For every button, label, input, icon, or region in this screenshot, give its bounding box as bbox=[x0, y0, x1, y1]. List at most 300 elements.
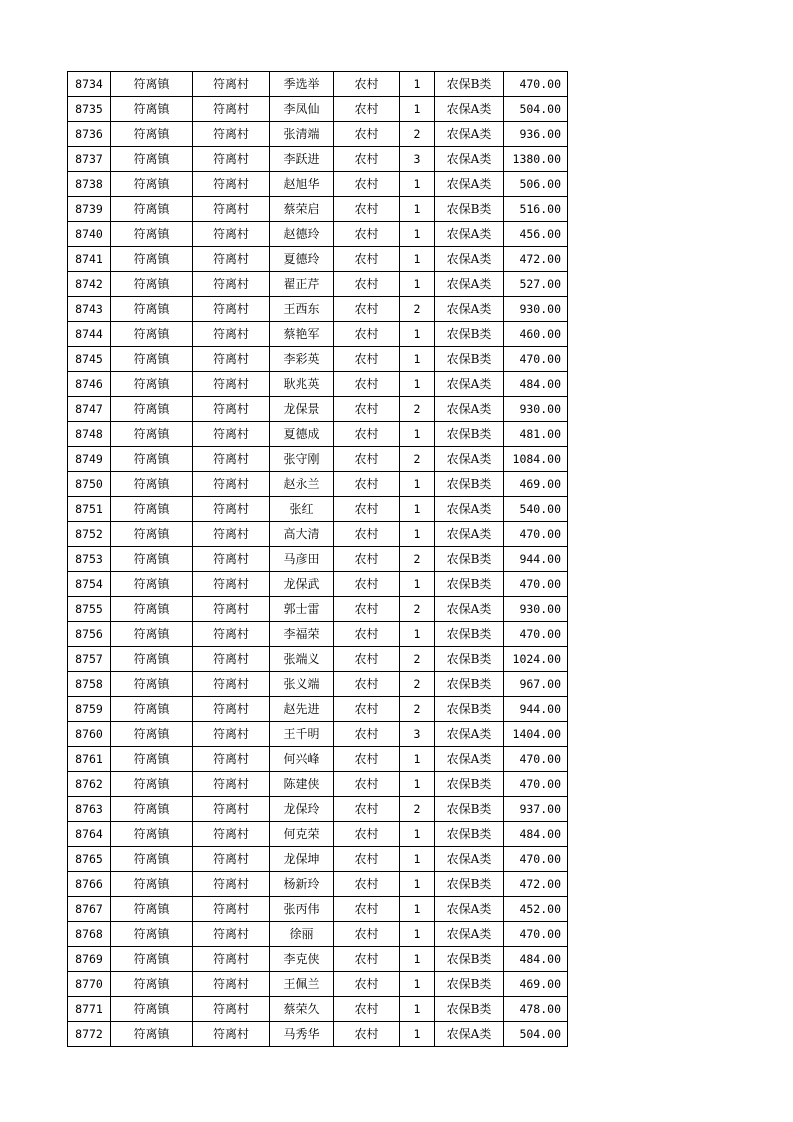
cell-name: 李跃进 bbox=[270, 147, 334, 172]
cell-amount: 1404.00 bbox=[504, 722, 568, 747]
table-row bbox=[68, 672, 568, 697]
cell-count: 3 bbox=[400, 147, 435, 172]
cell-amount: 481.00 bbox=[504, 422, 568, 447]
cell-village: 符离村 bbox=[193, 697, 270, 722]
cell-count: 2 bbox=[400, 797, 435, 822]
cell-amount: 516.00 bbox=[504, 197, 568, 222]
cell-name: 耿兆英 bbox=[270, 372, 334, 397]
table-row bbox=[68, 797, 568, 822]
cell-serial: 8749 bbox=[68, 447, 111, 472]
cell-name: 张红 bbox=[270, 497, 334, 522]
cell-town: 符离镇 bbox=[111, 697, 193, 722]
cell-area: 农村 bbox=[334, 597, 400, 622]
cell-amount: 930.00 bbox=[504, 297, 568, 322]
cell-category: 农保A类 bbox=[435, 1022, 504, 1047]
cell-town: 符离镇 bbox=[111, 347, 193, 372]
cell-amount: 469.00 bbox=[504, 472, 568, 497]
cell-area: 农村 bbox=[334, 422, 400, 447]
cell-village: 符离村 bbox=[193, 897, 270, 922]
cell-area: 农村 bbox=[334, 722, 400, 747]
cell-village: 符离村 bbox=[193, 172, 270, 197]
cell-name: 赵先进 bbox=[270, 697, 334, 722]
cell-amount: 470.00 bbox=[504, 847, 568, 872]
cell-amount: 470.00 bbox=[504, 747, 568, 772]
cell-serial: 8736 bbox=[68, 122, 111, 147]
cell-category: 农保B类 bbox=[435, 647, 504, 672]
cell-town: 符离镇 bbox=[111, 997, 193, 1022]
cell-category: 农保A类 bbox=[435, 372, 504, 397]
table-row bbox=[68, 347, 568, 372]
cell-area: 农村 bbox=[334, 297, 400, 322]
cell-village: 符离村 bbox=[193, 222, 270, 247]
cell-count: 1 bbox=[400, 472, 435, 497]
cell-serial: 8745 bbox=[68, 347, 111, 372]
cell-count: 1 bbox=[400, 347, 435, 372]
cell-serial: 8754 bbox=[68, 572, 111, 597]
cell-town: 符离镇 bbox=[111, 322, 193, 347]
cell-name: 张守刚 bbox=[270, 447, 334, 472]
cell-name: 张清端 bbox=[270, 122, 334, 147]
cell-count: 1 bbox=[400, 872, 435, 897]
cell-serial: 8770 bbox=[68, 972, 111, 997]
table-row bbox=[68, 747, 568, 772]
cell-amount: 472.00 bbox=[504, 247, 568, 272]
cell-serial: 8750 bbox=[68, 472, 111, 497]
cell-serial: 8755 bbox=[68, 597, 111, 622]
cell-town: 符离镇 bbox=[111, 572, 193, 597]
cell-name: 陈建侠 bbox=[270, 772, 334, 797]
cell-name: 何兴峰 bbox=[270, 747, 334, 772]
cell-category: 农保B类 bbox=[435, 672, 504, 697]
table-row bbox=[68, 822, 568, 847]
cell-category: 农保B类 bbox=[435, 997, 504, 1022]
cell-amount: 1380.00 bbox=[504, 147, 568, 172]
cell-village: 符离村 bbox=[193, 547, 270, 572]
cell-amount: 936.00 bbox=[504, 122, 568, 147]
cell-area: 农村 bbox=[334, 272, 400, 297]
cell-category: 农保A类 bbox=[435, 747, 504, 772]
cell-amount: 506.00 bbox=[504, 172, 568, 197]
cell-amount: 452.00 bbox=[504, 897, 568, 922]
cell-serial: 8761 bbox=[68, 747, 111, 772]
cell-village: 符离村 bbox=[193, 622, 270, 647]
cell-town: 符离镇 bbox=[111, 272, 193, 297]
cell-village: 符离村 bbox=[193, 647, 270, 672]
cell-count: 2 bbox=[400, 447, 435, 472]
table-row bbox=[68, 447, 568, 472]
cell-serial: 8738 bbox=[68, 172, 111, 197]
table-row bbox=[68, 97, 568, 122]
cell-town: 符离镇 bbox=[111, 972, 193, 997]
cell-category: 农保A类 bbox=[435, 147, 504, 172]
cell-serial: 8747 bbox=[68, 397, 111, 422]
cell-village: 符离村 bbox=[193, 422, 270, 447]
cell-village: 符离村 bbox=[193, 397, 270, 422]
cell-name: 马彦田 bbox=[270, 547, 334, 572]
cell-village: 符离村 bbox=[193, 72, 270, 97]
cell-amount: 478.00 bbox=[504, 997, 568, 1022]
cell-count: 3 bbox=[400, 722, 435, 747]
cell-area: 农村 bbox=[334, 847, 400, 872]
cell-amount: 460.00 bbox=[504, 322, 568, 347]
cell-category: 农保A类 bbox=[435, 222, 504, 247]
cell-area: 农村 bbox=[334, 397, 400, 422]
cell-count: 2 bbox=[400, 647, 435, 672]
cell-town: 符离镇 bbox=[111, 747, 193, 772]
cell-category: 农保A类 bbox=[435, 597, 504, 622]
cell-area: 农村 bbox=[334, 347, 400, 372]
cell-count: 2 bbox=[400, 297, 435, 322]
cell-name: 赵永兰 bbox=[270, 472, 334, 497]
table-row bbox=[68, 472, 568, 497]
cell-town: 符离镇 bbox=[111, 497, 193, 522]
cell-category: 农保A类 bbox=[435, 447, 504, 472]
cell-town: 符离镇 bbox=[111, 247, 193, 272]
cell-count: 1 bbox=[400, 72, 435, 97]
cell-count: 2 bbox=[400, 597, 435, 622]
cell-name: 龙保坤 bbox=[270, 847, 334, 872]
cell-area: 农村 bbox=[334, 797, 400, 822]
cell-amount: 470.00 bbox=[504, 572, 568, 597]
cell-category: 农保B类 bbox=[435, 422, 504, 447]
cell-count: 1 bbox=[400, 222, 435, 247]
cell-area: 农村 bbox=[334, 372, 400, 397]
cell-village: 符离村 bbox=[193, 447, 270, 472]
cell-amount: 456.00 bbox=[504, 222, 568, 247]
cell-village: 符离村 bbox=[193, 372, 270, 397]
cell-town: 符离镇 bbox=[111, 1022, 193, 1047]
cell-name: 李彩英 bbox=[270, 347, 334, 372]
cell-village: 符离村 bbox=[193, 797, 270, 822]
cell-count: 2 bbox=[400, 697, 435, 722]
cell-town: 符离镇 bbox=[111, 922, 193, 947]
cell-area: 农村 bbox=[334, 172, 400, 197]
cell-area: 农村 bbox=[334, 247, 400, 272]
cell-town: 符离镇 bbox=[111, 172, 193, 197]
cell-town: 符离镇 bbox=[111, 147, 193, 172]
cell-name: 夏德玲 bbox=[270, 247, 334, 272]
cell-count: 1 bbox=[400, 972, 435, 997]
cell-category: 农保B类 bbox=[435, 347, 504, 372]
cell-serial: 8764 bbox=[68, 822, 111, 847]
cell-serial: 8757 bbox=[68, 647, 111, 672]
table-row bbox=[68, 647, 568, 672]
cell-village: 符离村 bbox=[193, 922, 270, 947]
cell-name: 李凤仙 bbox=[270, 97, 334, 122]
cell-category: 农保B类 bbox=[435, 197, 504, 222]
cell-category: 农保A类 bbox=[435, 897, 504, 922]
cell-category: 农保A类 bbox=[435, 722, 504, 747]
table-row bbox=[68, 197, 568, 222]
cell-town: 符离镇 bbox=[111, 297, 193, 322]
cell-village: 符离村 bbox=[193, 522, 270, 547]
cell-amount: 484.00 bbox=[504, 372, 568, 397]
cell-category: 农保B类 bbox=[435, 472, 504, 497]
cell-serial: 8763 bbox=[68, 797, 111, 822]
table-row bbox=[68, 597, 568, 622]
cell-amount: 944.00 bbox=[504, 697, 568, 722]
cell-name: 杨新玲 bbox=[270, 872, 334, 897]
cell-town: 符离镇 bbox=[111, 197, 193, 222]
cell-amount: 967.00 bbox=[504, 672, 568, 697]
cell-amount: 1024.00 bbox=[504, 647, 568, 672]
table-row bbox=[68, 922, 568, 947]
cell-area: 农村 bbox=[334, 1022, 400, 1047]
cell-name: 李克侠 bbox=[270, 947, 334, 972]
cell-serial: 8741 bbox=[68, 247, 111, 272]
cell-name: 张丙伟 bbox=[270, 897, 334, 922]
cell-village: 符离村 bbox=[193, 872, 270, 897]
cell-town: 符离镇 bbox=[111, 472, 193, 497]
table-row bbox=[68, 397, 568, 422]
cell-count: 1 bbox=[400, 522, 435, 547]
cell-village: 符离村 bbox=[193, 297, 270, 322]
cell-category: 农保B类 bbox=[435, 697, 504, 722]
cell-amount: 540.00 bbox=[504, 497, 568, 522]
cell-area: 农村 bbox=[334, 572, 400, 597]
cell-name: 王千明 bbox=[270, 722, 334, 747]
cell-amount: 937.00 bbox=[504, 797, 568, 822]
cell-name: 徐丽 bbox=[270, 922, 334, 947]
cell-area: 农村 bbox=[334, 897, 400, 922]
cell-town: 符离镇 bbox=[111, 122, 193, 147]
cell-area: 农村 bbox=[334, 122, 400, 147]
cell-amount: 470.00 bbox=[504, 522, 568, 547]
cell-town: 符离镇 bbox=[111, 872, 193, 897]
cell-village: 符离村 bbox=[193, 1022, 270, 1047]
cell-town: 符离镇 bbox=[111, 222, 193, 247]
cell-serial: 8771 bbox=[68, 997, 111, 1022]
cell-village: 符离村 bbox=[193, 947, 270, 972]
cell-category: 农保B类 bbox=[435, 322, 504, 347]
cell-count: 1 bbox=[400, 1022, 435, 1047]
cell-area: 农村 bbox=[334, 497, 400, 522]
cell-category: 农保B类 bbox=[435, 797, 504, 822]
cell-serial: 8746 bbox=[68, 372, 111, 397]
cell-area: 农村 bbox=[334, 672, 400, 697]
cell-count: 1 bbox=[400, 822, 435, 847]
cell-town: 符离镇 bbox=[111, 547, 193, 572]
table-row bbox=[68, 172, 568, 197]
cell-serial: 8752 bbox=[68, 522, 111, 547]
table-row bbox=[68, 72, 568, 97]
cell-serial: 8740 bbox=[68, 222, 111, 247]
cell-category: 农保B类 bbox=[435, 822, 504, 847]
cell-name: 龙保武 bbox=[270, 572, 334, 597]
cell-name: 翟正芹 bbox=[270, 272, 334, 297]
cell-count: 1 bbox=[400, 197, 435, 222]
cell-village: 符离村 bbox=[193, 672, 270, 697]
cell-area: 农村 bbox=[334, 547, 400, 572]
cell-category: 农保A类 bbox=[435, 522, 504, 547]
cell-count: 1 bbox=[400, 772, 435, 797]
cell-area: 农村 bbox=[334, 697, 400, 722]
cell-area: 农村 bbox=[334, 97, 400, 122]
cell-serial: 8751 bbox=[68, 497, 111, 522]
cell-serial: 8748 bbox=[68, 422, 111, 447]
cell-category: 农保A类 bbox=[435, 497, 504, 522]
cell-town: 符离镇 bbox=[111, 722, 193, 747]
cell-name: 王西东 bbox=[270, 297, 334, 322]
table-row bbox=[68, 147, 568, 172]
cell-count: 1 bbox=[400, 247, 435, 272]
cell-area: 农村 bbox=[334, 997, 400, 1022]
table-row bbox=[68, 372, 568, 397]
cell-village: 符离村 bbox=[193, 472, 270, 497]
cell-category: 农保A类 bbox=[435, 172, 504, 197]
cell-name: 高大清 bbox=[270, 522, 334, 547]
cell-name: 赵旭华 bbox=[270, 172, 334, 197]
cell-count: 2 bbox=[400, 397, 435, 422]
cell-category: 农保B类 bbox=[435, 772, 504, 797]
cell-count: 1 bbox=[400, 322, 435, 347]
cell-name: 何克荣 bbox=[270, 822, 334, 847]
cell-name: 马秀华 bbox=[270, 1022, 334, 1047]
cell-village: 符离村 bbox=[193, 722, 270, 747]
cell-serial: 8772 bbox=[68, 1022, 111, 1047]
cell-category: 农保A类 bbox=[435, 922, 504, 947]
cell-amount: 469.00 bbox=[504, 972, 568, 997]
cell-serial: 8737 bbox=[68, 147, 111, 172]
table-row bbox=[68, 722, 568, 747]
table-row bbox=[68, 297, 568, 322]
cell-area: 农村 bbox=[334, 447, 400, 472]
table-row bbox=[68, 322, 568, 347]
table-row bbox=[68, 872, 568, 897]
cell-count: 1 bbox=[400, 497, 435, 522]
table-row bbox=[68, 247, 568, 272]
cell-serial: 8766 bbox=[68, 872, 111, 897]
cell-amount: 470.00 bbox=[504, 622, 568, 647]
cell-serial: 8743 bbox=[68, 297, 111, 322]
cell-count: 1 bbox=[400, 947, 435, 972]
cell-name: 郭士雷 bbox=[270, 597, 334, 622]
cell-serial: 8769 bbox=[68, 947, 111, 972]
cell-area: 农村 bbox=[334, 472, 400, 497]
cell-category: 农保A类 bbox=[435, 247, 504, 272]
cell-category: 农保A类 bbox=[435, 122, 504, 147]
cell-area: 农村 bbox=[334, 622, 400, 647]
table-row bbox=[68, 1022, 568, 1047]
cell-area: 农村 bbox=[334, 947, 400, 972]
table-row bbox=[68, 697, 568, 722]
cell-serial: 8765 bbox=[68, 847, 111, 872]
table-row bbox=[68, 122, 568, 147]
cell-area: 农村 bbox=[334, 647, 400, 672]
cell-town: 符离镇 bbox=[111, 97, 193, 122]
cell-town: 符离镇 bbox=[111, 822, 193, 847]
cell-area: 农村 bbox=[334, 922, 400, 947]
cell-count: 2 bbox=[400, 547, 435, 572]
table-row bbox=[68, 997, 568, 1022]
cell-village: 符离村 bbox=[193, 122, 270, 147]
cell-count: 1 bbox=[400, 272, 435, 297]
table-row bbox=[68, 897, 568, 922]
cell-category: 农保B类 bbox=[435, 547, 504, 572]
cell-serial: 8767 bbox=[68, 897, 111, 922]
table-row bbox=[68, 622, 568, 647]
table-row bbox=[68, 422, 568, 447]
cell-serial: 8735 bbox=[68, 97, 111, 122]
cell-village: 符离村 bbox=[193, 772, 270, 797]
table-row bbox=[68, 972, 568, 997]
cell-town: 符离镇 bbox=[111, 647, 193, 672]
cell-serial: 8768 bbox=[68, 922, 111, 947]
cell-serial: 8762 bbox=[68, 772, 111, 797]
data-table bbox=[67, 71, 568, 1047]
cell-area: 农村 bbox=[334, 72, 400, 97]
table-row bbox=[68, 222, 568, 247]
cell-amount: 1084.00 bbox=[504, 447, 568, 472]
cell-name: 蔡荣启 bbox=[270, 197, 334, 222]
cell-town: 符离镇 bbox=[111, 422, 193, 447]
cell-town: 符离镇 bbox=[111, 772, 193, 797]
cell-village: 符离村 bbox=[193, 347, 270, 372]
cell-area: 农村 bbox=[334, 147, 400, 172]
cell-area: 农村 bbox=[334, 822, 400, 847]
cell-village: 符离村 bbox=[193, 747, 270, 772]
cell-village: 符离村 bbox=[193, 197, 270, 222]
cell-name: 夏德成 bbox=[270, 422, 334, 447]
cell-category: 农保A类 bbox=[435, 272, 504, 297]
cell-town: 符离镇 bbox=[111, 897, 193, 922]
cell-amount: 527.00 bbox=[504, 272, 568, 297]
cell-village: 符离村 bbox=[193, 822, 270, 847]
cell-area: 农村 bbox=[334, 197, 400, 222]
cell-area: 农村 bbox=[334, 872, 400, 897]
cell-count: 1 bbox=[400, 847, 435, 872]
cell-name: 王佩兰 bbox=[270, 972, 334, 997]
cell-town: 符离镇 bbox=[111, 672, 193, 697]
cell-serial: 8753 bbox=[68, 547, 111, 572]
cell-name: 龙保景 bbox=[270, 397, 334, 422]
cell-name: 赵德玲 bbox=[270, 222, 334, 247]
cell-serial: 8760 bbox=[68, 722, 111, 747]
cell-serial: 8739 bbox=[68, 197, 111, 222]
cell-count: 1 bbox=[400, 97, 435, 122]
cell-count: 1 bbox=[400, 747, 435, 772]
cell-category: 农保B类 bbox=[435, 72, 504, 97]
cell-village: 符离村 bbox=[193, 147, 270, 172]
cell-area: 农村 bbox=[334, 772, 400, 797]
cell-town: 符离镇 bbox=[111, 522, 193, 547]
cell-name: 李福荣 bbox=[270, 622, 334, 647]
cell-amount: 484.00 bbox=[504, 822, 568, 847]
table-row bbox=[68, 572, 568, 597]
cell-town: 符离镇 bbox=[111, 947, 193, 972]
cell-category: 农保A类 bbox=[435, 97, 504, 122]
cell-amount: 472.00 bbox=[504, 872, 568, 897]
cell-count: 1 bbox=[400, 572, 435, 597]
cell-village: 符离村 bbox=[193, 247, 270, 272]
cell-count: 1 bbox=[400, 897, 435, 922]
cell-count: 1 bbox=[400, 172, 435, 197]
cell-serial: 8759 bbox=[68, 697, 111, 722]
cell-town: 符离镇 bbox=[111, 447, 193, 472]
cell-village: 符离村 bbox=[193, 847, 270, 872]
table-row bbox=[68, 547, 568, 572]
cell-area: 农村 bbox=[334, 522, 400, 547]
cell-amount: 930.00 bbox=[504, 397, 568, 422]
cell-area: 农村 bbox=[334, 222, 400, 247]
table-row bbox=[68, 772, 568, 797]
cell-village: 符离村 bbox=[193, 597, 270, 622]
cell-count: 1 bbox=[400, 422, 435, 447]
cell-category: 农保B类 bbox=[435, 947, 504, 972]
cell-town: 符离镇 bbox=[111, 597, 193, 622]
cell-serial: 8742 bbox=[68, 272, 111, 297]
cell-serial: 8734 bbox=[68, 72, 111, 97]
